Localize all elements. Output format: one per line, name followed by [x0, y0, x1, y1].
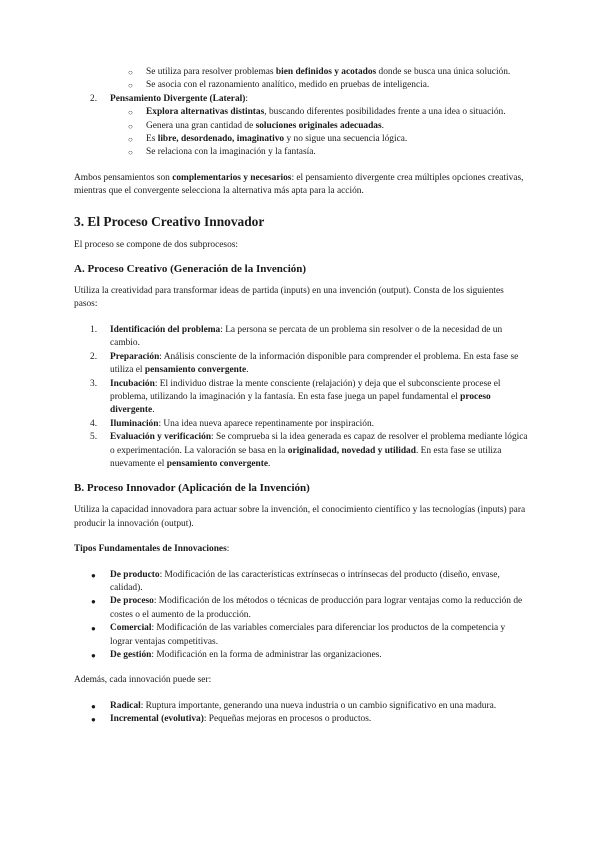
step-term: Identificación del problema: [110, 324, 221, 335]
list-item: ● Radical: Ruptura importante, generando una nueva industria o un cambio significativo en una madura.: [74, 700, 528, 713]
innovation-kinds-intro: Además, cada innovación puede ser:: [74, 675, 212, 686]
bullet-icon: ●: [91, 570, 96, 580]
step-text: : Se comprueba si la idea generada es capaz de resolver el problema mediante lógica o experimentación. La valoración se basa en la: [110, 432, 528, 456]
step-term: pensamiento convergente: [166, 458, 269, 469]
divergent-title: Pensamiento Divergente (Lateral): [110, 93, 246, 104]
bullet-icon: ●: [91, 701, 96, 711]
document-page: [74, 66, 528, 727]
divergent-sublist: [74, 106, 528, 160]
list-item: ○ Se relaciona con la imaginación y la fantasía.: [74, 146, 528, 159]
creative-steps-list: [74, 324, 528, 471]
circle-bullet-icon: ○: [128, 108, 133, 118]
step-item: [74, 431, 528, 471]
step-term: Incubación: [110, 378, 155, 389]
subsection-b-heading: B. Proceso Innovador (Aplicación de la Invención): [74, 482, 310, 495]
subsection-b-intro: Utiliza la capacidad innovadora para actuar sobre la invención, el conocimiento científico y las tecnologías (inputs) para producir la innovación (output).: [74, 505, 526, 529]
bullet-icon: ●: [91, 651, 96, 660]
convergent-sublist: [74, 66, 528, 93]
circle-bullet-icon: ○: [128, 135, 133, 145]
step-text: : El individuo distrae la mente consciente (relajación) y deja que el subconsciente procese el problema, utilizando la imaginación y la fantasía. En esta fase juega un papel fundamental el: [110, 378, 501, 402]
bullet-icon: ●: [91, 597, 96, 607]
circle-bullet-icon: ○: [128, 148, 133, 158]
step-term: proceso divergente: [110, 391, 491, 416]
step-item: [74, 378, 528, 418]
step-text: : Una idea nueva aparece repentinamente por inspiración.: [158, 418, 374, 429]
step-term: Evaluación y verificación: [110, 432, 212, 443]
step-item: [74, 418, 528, 431]
step-number: 1.: [90, 324, 98, 335]
subsection-a-intro: Utiliza la creatividad para transformar ideas de partida (inputs) en una invención (output). Consta de los siguientes pasos:: [74, 286, 504, 310]
list-item: ● Incremental (evolutiva): Pequeñas mejoras en procesos o productos.: [74, 713, 528, 726]
step-number: 2.: [90, 351, 98, 362]
list-item: ○ Se utiliza para resolver problemas bien definidos y acotados donde se busca una única solución.: [74, 66, 528, 79]
step-text: : La persona se percata de un problema sin resolver o de la necesidad de un cambio.: [110, 324, 503, 349]
list-item: ● De proceso: Modificación de los métodos o técnicas de producción para lograr ventajas como la reducción de costes o el aumento de la producción.: [91, 596, 523, 620]
innovation-types-heading: Tipos Fundamentales de Innovaciones:: [74, 544, 230, 555]
list-item: ○ Explora alternativas distintas, buscando diferentes posibilidades frente a una idea o situación.: [74, 106, 528, 119]
step-text: .: [246, 365, 249, 376]
step-text: .: [268, 458, 271, 469]
list-item: ○ Es libre, desordenado, imaginativo y no sigue una secuencia lógica.: [74, 133, 528, 146]
section-3-heading: 3. El Proceso Creativo Innovador: [74, 213, 265, 229]
list-item: ● De producto: Modificación de las características extrínsecas o intrínsecas del producto (diseño, envase, calidad).: [91, 569, 500, 593]
list-item: ● De gestión: Modificación en la forma de administrar las organizaciones.: [74, 649, 528, 662]
thinking-types-list: [74, 93, 528, 106]
list-item: ○ Genera una gran cantidad de soluciones originales adecuadas.: [74, 120, 528, 133]
circle-bullet-icon: ○: [128, 68, 133, 77]
step-term: originalidad, novedad y utilidad: [287, 445, 416, 456]
list-item: ○ Se asocia con el razonamiento analítico, medido en pruebas de inteligencia.: [74, 79, 528, 92]
list-item-divergent: 2. Pensamiento Divergente (Lateral):: [90, 93, 248, 104]
subsection-a-heading: A. Proceso Creativo (Generación de la Invención): [74, 263, 307, 276]
innovation-kinds-list: [74, 700, 528, 727]
circle-bullet-icon: ○: [128, 81, 133, 91]
step-term: Iluminación: [110, 418, 159, 429]
step-number: 5.: [90, 432, 98, 443]
step-item: [74, 351, 528, 378]
section-3-intro: El proceso se compone de dos subprocesos:: [74, 239, 239, 250]
step-item: [74, 324, 528, 351]
step-text: : Análisis consciente de la información disponible para comprender el problema. En esta fase se utiliza el: [110, 351, 519, 376]
bullet-icon: ●: [91, 715, 96, 725]
bullet-icon: ●: [91, 624, 96, 634]
step-term: pensamiento convergente: [144, 365, 247, 376]
step-text: . En esta fase se utiliza nuevamente el: [110, 445, 502, 469]
step-number: 4.: [90, 418, 98, 429]
circle-bullet-icon: ○: [128, 121, 133, 131]
both-paragraph: Ambos pensamientos son complementarios y necesarios: el pensamiento divergente crea múltiples opciones creativas, mientras que el convergente selecciona la alternativa más apta para la acción.: [74, 172, 524, 197]
list-item: ● Comercial: Modificación de las variables comerciales para diferenciar los productos de la competencia y lograr ventajas competitivas.: [91, 623, 506, 647]
step-number: 3.: [90, 378, 98, 389]
step-term: Preparación: [110, 351, 160, 362]
step-text: .: [152, 405, 155, 416]
innovation-types-list: [74, 569, 528, 663]
